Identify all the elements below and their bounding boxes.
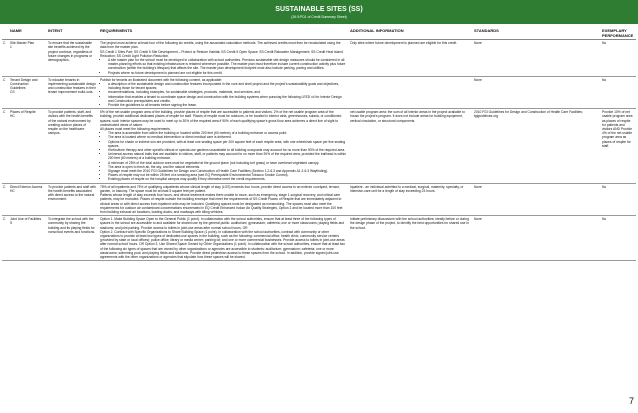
requirement-bullet: • Projects where no future development is planned are not eligible for this credit. [108,71,346,75]
table-row [2,183,636,215]
requirement-bullet: • a description of the sustainable design and construction features incorporated in the core and shell project and the project's sustainability goals and objectives, including those for tenant spaces; [108,82,346,90]
requirements-cell [98,216,348,261]
intent-cell: To integrate the school with the community by sharing the building and its playing fields for nonschool events and functions. [46,216,98,261]
column-header-additional: ADDITIONAL INFORMATION [348,26,472,40]
table-header-row [2,26,636,40]
table-row [2,109,636,183]
requirements-cell [98,183,348,215]
standards-cell: None [472,183,600,215]
column-header-intent: INTENT [46,26,98,40]
requirements-intro: 75% of all inpatients and 75% of qualifying outpatients whose clinical length of stay (LOS) exceeds four hours, provide direct access to an exterior courtyard, terrace, garden, or balcony. The space must be at least 5 square feet per patient. [100,184,341,193]
credit-name-cell: Joint Use of Facilities S [8,216,46,261]
intent-cell: To provide patients and staff with the health benefits associated with direct access to the natural environment. [46,183,98,215]
column-header-standards: STANDARDS [472,26,600,40]
requirement-bullet: • Horticulture therapy and other specific clinical or special-use gardens unavailable to all building occupants may account for no more than 50% of the required area. [108,148,346,152]
table-row [2,216,636,261]
requirement-bullet: • The area is accessible from within the building or located within 200 feet (60 meters) of a building entrance or access point. [108,131,346,135]
additional-info-cell: Only sites where future development is planned are eligible for this credit. [348,40,472,77]
requirement-bullet: • Provide the guidelines to all tenants before signing the lease. [108,103,346,107]
section-subtitle: (26-9:PD1 of Credit Summary Sheet) [291,15,347,19]
credit-type-cell: C [2,183,8,215]
requirement-bullet: • The area is located where no medical intervention or direct medical care is delivered. [108,135,346,139]
requirements-cell [98,109,348,183]
additional-info-cell: net usable program area: the sum of all interior areas in the project available to house the project's program. It does not include areas for building equipment, vertical circulation, or structural components. [348,109,472,183]
intent-cell: To ensure that the sustainable site benefits achieved by the project continue, regardless of future changes in programs or demographics. [46,40,98,77]
credit-type-cell: C [2,76,8,108]
requirements-list [100,58,346,75]
standards-cell: 2010 FGI Guidelines for Design and Construction of Health Care Facilities; fgiguidelines.org [472,109,600,183]
table-row [2,76,636,108]
section-banner [0,0,638,24]
column-header-name: NAME [8,26,46,40]
credit-type-cell: C [2,40,8,77]
credit-name-cell: Places of Respite HC [8,109,46,183]
additional-info-cell: inpatient - an individual admitted to a medical, surgical, maternity, specialty, or intensive-care unit for a length of stay exceeding 23 hours. [348,183,472,215]
requirements-intro: 5% of the net usable program area of the building, provide places of respite that are accessible to patients and visitors. 2% of the net usable program area of the building, provide additional dedicated places of respite for staff. Places of respite must be outdoors, or be located in interior atria, greenhouses, solaria, or conditioned spaces; such interior spaces may be used to meet up to 30% of the required area if 90% of each qualifying space's gross floor area achieves a direct line of sight to unobstructed views of nature. [100,110,342,127]
exemplary-cell: No [600,183,636,215]
standards-cell: None [472,40,600,77]
requirements-list [100,82,346,107]
credit-name-cell: Direct Exterior Access HC [8,183,46,215]
intent-cell: To provide patients, staff, and visitors with the health benefits of the natural environment by creating outdoor places of respite on the healthcare campus. [46,109,98,183]
standards-cell: None [472,76,600,108]
table-row [2,40,636,77]
requirement-bullet: • Signage must meet the 2010 FGI Guidelines for Design and Construction of Health Care Facilities (Section 1.2-6.3 and Appendix A1.2-6.3 Wayfinding). [108,169,346,173]
requirement-bullet: • Options for shade or indirect sun are provided, with at least one seating space per 200 square feet of each respite area, with one wheelchair space per five seating spaces. [108,140,346,148]
requirement-bullet: • information that enables a tenant to coordinate space design and construction with the building systems when pursuing the following LEED v4 for Interior Design and Construction prerequisites and credits. [108,95,346,103]
additional-info-cell: Initiate preliminary discussions with the school authorities; ideally before or during the design phase of the project, to identify the best opportunities for shared use in the school. [348,216,472,261]
exemplary-cell: No [600,76,636,108]
page-number: 7 [628,396,634,406]
requirements-intro: Option 1. Make Building Space Open to the General Public (1 point). In collaboration with the school authorities, ensure that at least three of the following types of spaces in the school are accessible to and available for shared use by the general public: auditorium; gymnasium; cafeteria; one or more classrooms; playing fields and stadiums; and joint parking. Provide access to toilets in joint-use areas after normal school hours. OR [100,217,345,230]
credit-name-cell: Tenant Design and Construction Guidelines CS [8,76,46,108]
requirement-bullet: • recommendations, including examples, for sustainable strategies, products, materials, and services; and [108,90,346,94]
exemplary-cell: No [600,40,636,77]
requirement-bullet: • A site master plan for the school must be developed in collaboration with school authorities. Previous sustainable site design measures should be considered in all master-planning efforts so that existing infrastructure is retained whenever possible. The master plan must therefore include current construction activity plus future construction (within the building's lifespan) that affects the site. The master plan development footprint must also include parking, paving and utilities. [108,58,346,71]
column-header-exemplary: EXEMPLARY PERFORMANCE [600,26,636,40]
requirements-cell [98,40,348,77]
requirement-bullet: • The area is open to fresh air, the sky, and the natural elements. [108,165,346,169]
credit-type-cell: C [2,109,8,183]
exemplary-cell: Provide 10% of net usable program area as places of respite for patients and visitors AND Provide 4% of the net usable program area as places of respite for staff. [600,109,636,183]
requirements-intro: Publish for tenants an illustrated document with the following content, as applicable: [100,77,223,82]
requirements-detail: Patients whose length of stay exceeds four hours, and whose treatment makes them unable to move, such as emergency, stage 1 surgical recovery, and critical care patients, may be excluded. Places of respite outside the building envelope that meet the requirements of SS Credit Places of Respite that are immediately adjacent to clinical areas or with direct access from inpatient units may be included. Qualifying spaces must be designated as nonsmoking. The spaces must also meet the requirements for outdoor air contaminant concentrations enumerated in EQ Credit Enhanced Indoor Air Quality Strategies, Option 2 and be located more than 100 feet from building exhaust air locations, loading docks, and roadways with idling vehicles. [100,193,343,214]
standards-cell: None [472,216,600,261]
exemplary-cell: No [600,216,636,261]
requirement-bullet: • Places of respite may not be within 25 feet of a smoking area (see EQ Prerequisite Environmental Tobacco Smoke Control). [108,173,346,177]
section-title: SUSTAINABLE SITES (SS) [275,6,363,13]
requirements-detail: All places must meet the following requirements. [100,127,171,132]
requirement-bullet: • Universal access natural trails that are available to visitors, staff, or patients may account for no more than 30% of the required area, provided the trailhead is within 200 feet (60 meters) of a building entrance. [108,152,346,160]
requirement-bullet: • A minimum of 25% of the total outdoor area must be vegetated at the ground plane (not including turf grass) or have overhead vegetated canopy. [108,161,346,165]
intent-cell: To educate tenants in implementing sustainable design and construction features in their tenant improvement build-outs. [46,76,98,108]
column-header-requirements: REQUIREMENTS [98,26,348,40]
requirements-intro: The project must achieve at least four of the following six credits, using the associated calculation methods. The achieved credits must then be recalculated using the data from the master plan. [100,41,341,50]
additional-info-cell [348,76,472,108]
requirements-detail: SS Credit 1 Sites Part; SS Credit 5 Site Development – Protect or Restore Habitat; SS Credit 5 Open Space; SS Credit Rainwater Management; SS Credit Heat Island Reduction; SS Credit Light Pollution Reduction. [100,49,343,58]
requirements-detail: Option 2. Contract with Specific Organizations to Share Building Space (1 point). In collaboration with the school authorities, contract with community or other organizations to provide at least two types of dedicated-use spaces in the building, such as the following: commercial office; health clinic; community service centers (provided by state or local offices); police office; library or media center; parking lot; and one or more commercial businesses. Provide access to toilets in joint-use areas after normal school hours. OR Option 3. Use Shared Space Owned by Other Organizations (1 point). In collaboration with the school authorities, ensure that at least two of the following six types of spaces that are owned by other organizations or agencies are accessible to students: auditorium; gymnasium; cafeteria; one or more classrooms; swimming pool; and playing fields and stadiums. Provide direct pedestrian access to these spaces from the school. In addition, provide signed joint-use agreements with the other organizations or agencies that stipulate how these spaces will be shared. [100,229,346,259]
credit-type-cell: C [2,216,8,261]
requirement-bullet: • Existing places of respite on the hospital campus may qualify if they otherwise meet the credit requirements. [108,177,346,181]
requirements-cell [98,76,348,108]
requirements-list [100,131,346,181]
credit-name-cell: Site Master Plan 1 [8,40,46,77]
credits-table [2,26,636,261]
